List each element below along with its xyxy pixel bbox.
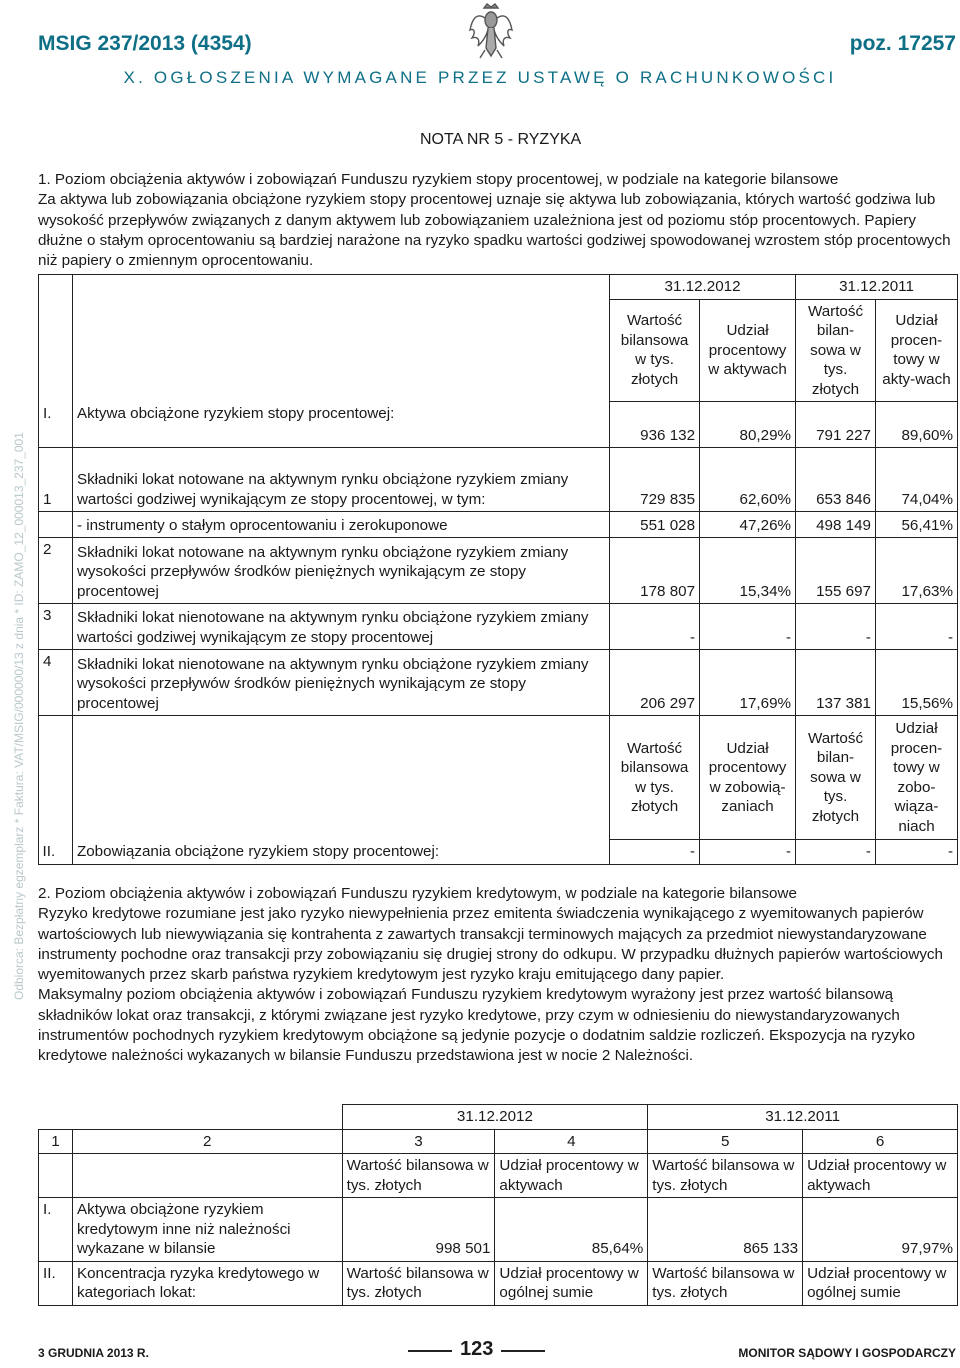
- date-2012: 31.12.2012: [342, 1105, 648, 1130]
- col-header-value-2012: Wartość bilansowa w tys. złotych: [342, 1154, 495, 1198]
- table-row: [39, 538, 958, 604]
- row-share-2012: 85,64%: [495, 1198, 648, 1262]
- row-label: Składniki lokat nienotowane na aktywnym rynku obciążone ryzykiem zmiany wysokości przepływów środków pieniężnych wynikającym ze stopy procentowej: [72, 650, 609, 716]
- eagle-emblem-icon: [468, 2, 514, 60]
- row-share-2012: -: [700, 604, 796, 650]
- row-value-2012: 178 807: [610, 538, 700, 604]
- row-share-2012: 17,69%: [700, 650, 796, 716]
- row-number: I.: [39, 1198, 73, 1262]
- col-header-share-2011: Udział procentowy w aktywach: [803, 1154, 958, 1198]
- date-2011: 31.12.2011: [648, 1105, 958, 1130]
- liabilities-header-row: [39, 716, 958, 840]
- row-share-2012: 47,26%: [700, 512, 796, 538]
- row-value-2012: 551 028: [610, 512, 700, 538]
- row-share-2011: 89,60%: [875, 402, 957, 448]
- row-number: I.: [39, 402, 73, 448]
- row-share-2011: 17,63%: [875, 538, 957, 604]
- row-label: Aktywa obciążone ryzykiem stopy procentowej:: [72, 402, 609, 448]
- row-value-2012: 936 132: [610, 402, 700, 448]
- section2-paragraph-2: Maksymalny poziom obciążenia aktywów i zobowiązań Funduszu ryzykiem kredytowym wyrażony jest przez wartość bilansową składników lokat oraz transakcji, z którymi związane jest ryzyko kredytowe, przy czym w odniesieniu do niewystandaryzowanych instrumentów pochodnych ryzykiem kredytowym obciążone są jedynie pozycje o dodatnim saldzie rozliczeń. Ekspozycja na ryzyko kredytowe należności wykazanych w bilansie Funduszu przedstawiona jest w nocie 2 Należności.: [38, 986, 916, 1065]
- row-value-2012: 998 501: [342, 1198, 495, 1262]
- section2-text: [38, 884, 958, 1067]
- section1-body: Za aktywa lub zobowiązania obciążone ryzykiem stopy procentowej uznaje się aktywa lub zobowiązania, których wartość godziwa lub wysokość przepływów związanych z danym aktywem lub zobowiązaniem uzależniona jest od poziomu stóp procentowych. Papiery dłużne o stałym oprocentowaniu są bardziej narażone na ryzyko spadku wartości godziwej spowodowanej wzrostem stóp procentowych niż papiery o zmiennym oprocentowaniu.: [38, 191, 951, 270]
- col-number: 2: [72, 1129, 342, 1154]
- recipient-watermark: Odbiorca: Bezpłatny egzemplarz * Faktura: VAT/MSIG/000000/13 z dnia * ID: ZAMO_12_000013_237_001: [12, 432, 26, 1000]
- col-header-share-2012: Udział procentowy w ogólnej sumie: [495, 1261, 648, 1305]
- col-header-value-2011: Wartość bilan-sowa w tys. złotych: [796, 299, 876, 402]
- row-number: 2: [39, 538, 73, 604]
- table-row: [39, 604, 958, 650]
- row-number: 1: [39, 448, 73, 512]
- row-value-2012: 206 297: [610, 650, 700, 716]
- row-share-2011: 97,97%: [803, 1198, 958, 1262]
- section2-heading: 2. Poziom obciążenia aktywów i zobowiązań Funduszu ryzykiem kredytowym, w podziale na kategorie bilansowe: [38, 885, 797, 902]
- col-header-value-2012: Wartość bilansowa w tys. złotych: [342, 1261, 495, 1305]
- row-label: Koncentracja ryzyka kredytowego w kategoriach lokat:: [72, 1261, 342, 1305]
- col-header-value-2011: Wartość bilansowa w tys. złotych: [648, 1261, 803, 1305]
- row-share-2011: -: [875, 604, 957, 650]
- col-header-share-2011: Udział procen-towy w zobo-wiąza-niach: [875, 716, 957, 840]
- table-row: [39, 402, 958, 448]
- row-value-2012: 729 835: [610, 448, 700, 512]
- section1-heading: 1. Poziom obciążenia aktywów i zobowiązań Funduszu ryzykiem stopy procentowej, w podziale na kategorie bilansowe: [38, 171, 839, 188]
- section-title: X. OGŁOSZENIA WYMAGANE PRZEZ USTAWĘ O RACHUNKOWOŚCI: [123, 68, 837, 87]
- col-header-share-2011: Udział procen-towy w akty-wach: [875, 299, 957, 402]
- date-2012: 31.12.2012: [610, 275, 796, 300]
- row-value-2011: 865 133: [648, 1198, 803, 1262]
- footer-date: 3 GRUDNIA 2013 R.: [38, 1346, 149, 1360]
- table-row: [39, 448, 958, 512]
- table-row: [39, 1261, 958, 1305]
- col-number: 6: [803, 1129, 958, 1154]
- publisher-name: MONITOR SĄDOWY I GOSPODARCZY: [738, 1346, 956, 1360]
- row-label: Składniki lokat notowane na aktywnym rynku obciążone ryzykiem zmiany wartości godziwej wynikającym ze stopy procentowej, w tym:: [72, 448, 609, 512]
- col-header-value-2011: Wartość bilan-sowa w tys. złotych: [796, 716, 876, 840]
- row-share-2012: 80,29%: [700, 402, 796, 448]
- position-number: poz. 17257: [849, 32, 956, 55]
- row-value-2011: 137 381: [796, 650, 876, 716]
- row-value-2011: 498 149: [796, 512, 876, 538]
- table-row: [39, 1198, 958, 1262]
- interest-rate-risk-table: [38, 274, 958, 865]
- row-share-2011: 74,04%: [875, 448, 957, 512]
- row-value-2011: 791 227: [796, 402, 876, 448]
- table-header-dates: [39, 1105, 958, 1130]
- row-share-2011: 15,56%: [875, 650, 957, 716]
- table-header-columns: [39, 1154, 958, 1198]
- row-label: [42, 840, 609, 865]
- issue-number: MSIG 237/2013 (4354): [38, 32, 252, 55]
- column-numbers-row: [39, 1129, 958, 1154]
- col-number: 3: [342, 1129, 495, 1154]
- row-share-2012: 15,34%: [700, 538, 796, 604]
- col-header-share-2012: Udział procentowy w zobowią-zaniach: [700, 716, 796, 840]
- table-row: [39, 650, 958, 716]
- row-label: Aktywa obciążone ryzykiem kredytowym inne niż należności wykazane w bilansie: [72, 1198, 342, 1262]
- row-share-2011: 56,41%: [875, 512, 957, 538]
- col-header-share-2012: Udział procentowy w aktywach: [700, 299, 796, 402]
- table-row: [39, 840, 958, 865]
- date-2011: 31.12.2011: [796, 275, 958, 300]
- section1-text: [38, 170, 958, 271]
- row-value-2011: -: [796, 604, 876, 650]
- row-label-text: Zobowiązania obciążone ryzykiem stopy procentowej:: [76, 843, 440, 860]
- row-value-2011: 155 697: [796, 538, 876, 604]
- col-number: 1: [39, 1129, 73, 1154]
- row-value-2012: -: [610, 840, 700, 865]
- section2-paragraph-1: Ryzyko kredytowe rozumiane jest jako ryzyko niewypełnienia przez emitenta świadczenia wynikającego z wyemitowanych papierów wartościowych lub niewywiązania się kontrahenta z zawartych transakcji terminowych mających za przedmiot niewystandaryzowane instrumenty pochodne oraz transakcji przy zobowiązaniu się drugiej strony do odkupu. W przypadku dłużnych papierów wartościowych wyemitowanych przez skarb państwa ryzykiem kredytowym jest ryzyko kraju emitującego dany papier.: [38, 905, 943, 984]
- col-header-value-2012: Wartość bilansowa w tys. złotych: [610, 299, 700, 402]
- row-number: 4: [39, 650, 73, 716]
- row-label: - instrumenty o stałym oprocentowaniu i zerokuponowe: [72, 512, 609, 538]
- col-number: 5: [648, 1129, 803, 1154]
- row-label: Składniki lokat notowane na aktywnym rynku obciążone ryzykiem zmiany wysokości przepływów środków pieniężnych wynikającym ze stopy procentowej: [72, 538, 609, 604]
- row-number: II.: [39, 1261, 73, 1305]
- row-value-2011: 653 846: [796, 448, 876, 512]
- row-share-2011: -: [875, 840, 957, 865]
- row-value-2011: -: [796, 840, 876, 865]
- col-header-value-2011: Wartość bilansowa w tys. złotych: [648, 1154, 803, 1198]
- row-share-2012: -: [700, 840, 796, 865]
- note-title: NOTA NR 5 - RYZYKA: [420, 131, 582, 148]
- row-value-2012: -: [610, 604, 700, 650]
- page-number: 123: [460, 1338, 494, 1360]
- col-header-share-2011: Udział procentowy w ogólnej sumie: [803, 1261, 958, 1305]
- col-header-share-2012: Udział procentowy w aktywach: [495, 1154, 648, 1198]
- col-number: 4: [495, 1129, 648, 1154]
- row-number: [39, 512, 73, 538]
- row-number: 3: [39, 604, 73, 650]
- row-number: II.: [42, 843, 56, 860]
- col-header-value-2012: Wartość bilansowa w tys. złotych: [610, 716, 700, 840]
- credit-risk-table: [38, 1104, 958, 1306]
- table-header-dates: [39, 275, 958, 300]
- row-label: Składniki lokat nienotowane na aktywnym rynku obciążone ryzykiem zmiany wartości godziwej wynikającym ze stopy procentowej: [72, 604, 609, 650]
- row-share-2012: 62,60%: [700, 448, 796, 512]
- table-row: [39, 512, 958, 538]
